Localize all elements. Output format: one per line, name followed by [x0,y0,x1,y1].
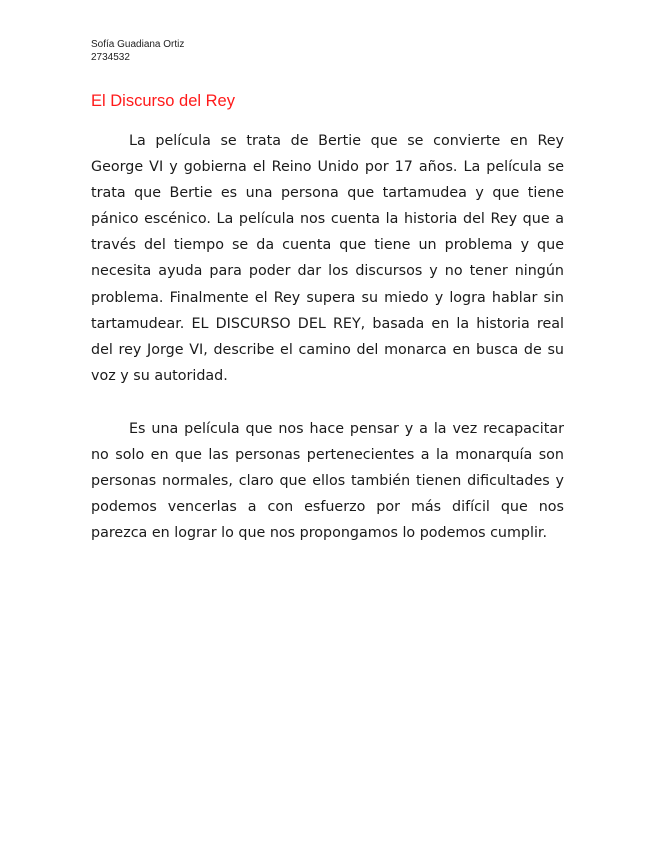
document-title: El Discurso del Rey [91,92,235,110]
student-id: 2734532 [91,52,130,63]
author-block [91,38,184,64]
author-name: Sofía Guadiana Ortiz [91,39,185,50]
paragraph-1: La película se trata de Bertie que se convierte en Rey George VI y gobierna el Reino Unido por 17 años. La película se trata que Bertie es una persona que tartamudea y que tiene pánico escénico. La película nos cuenta la historia del Rey que a través del tiempo se da cuenta que tiene un problema y que necesita ayuda para poder dar los discursos y no tener ningún problema. Finalmente el Rey supera su miedo y logra hablar sin tartamudear. EL DISCURSO DEL REY, basada en la historia real del rey Jorge VI, describe el camino del monarca en busca de su voz y su autoridad. [91,133,564,384]
paragraph-2: Es una película que nos hace pensar y a la vez recapacitar no solo en que las personas pertenecientes a la monarquía son personas normales, claro que ellos también tienen dificultades y podemos vencerlas a con esfuerzo por más difícil que nos parezca en lograr lo que nos propongamos lo podemos cumplir. [91,421,564,542]
